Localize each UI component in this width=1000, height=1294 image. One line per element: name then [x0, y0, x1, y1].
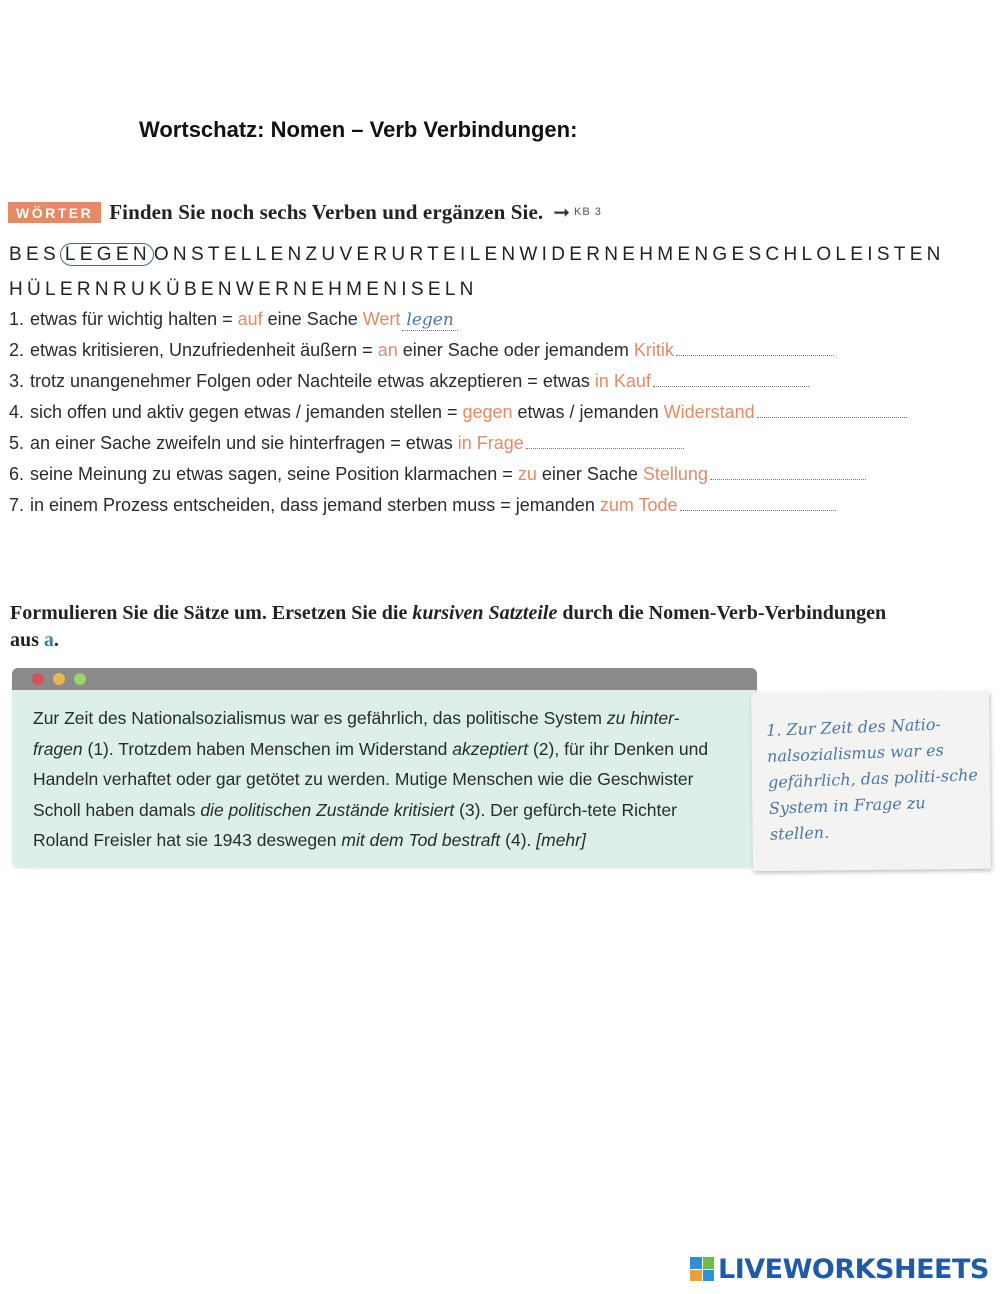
- passage-italic: die politischen Zustände kritisiert: [200, 799, 455, 820]
- logo-text: LIVEWORKSHEETS: [718, 1253, 989, 1285]
- item-number: 1.: [9, 309, 25, 329]
- item-number: 6.: [9, 464, 25, 484]
- item-number: 2.: [9, 340, 25, 360]
- item-text: seine Meinung zu etwas sagen, seine Position klarmachen =: [30, 464, 518, 484]
- item-noun: in Frage: [457, 433, 524, 453]
- answer-field[interactable]: [757, 403, 907, 418]
- text-passage: [12, 690, 753, 856]
- item-preposition: an: [377, 340, 398, 360]
- page-title: Wortschatz: Nomen – Verb Verbindungen:: [139, 117, 578, 142]
- item-noun: Wert: [362, 309, 401, 329]
- exercise-item-4: [9, 402, 907, 423]
- task2-text: Formulieren Sie die Sätze um. Ersetzen Sie die: [10, 602, 413, 624]
- item-text: einer Sache: [536, 464, 643, 484]
- answer-field[interactable]: [680, 496, 836, 511]
- item-preposition: gegen: [462, 402, 513, 422]
- answer-field[interactable]: [676, 341, 834, 356]
- answer-field[interactable]: [526, 434, 684, 449]
- task2-reference-letter: a: [43, 629, 54, 651]
- window-titlebar: [12, 668, 757, 690]
- item-text: an einer Sache zweifeln und sie hinterfragen = etwas: [30, 433, 458, 453]
- exercise-item-1: [9, 309, 458, 331]
- arrow-right-icon: ➞: [553, 201, 570, 224]
- passage-italic: fragen: [33, 738, 83, 759]
- passage-italic: mit dem Tod bestraft: [341, 830, 501, 850]
- item-text: etwas für wichtig halten =: [30, 309, 238, 329]
- minimize-dot-icon: [53, 673, 65, 685]
- task-badge: WÖRTER: [8, 202, 101, 223]
- passage-italic: akzeptiert: [452, 738, 529, 759]
- exercise-item-3: [9, 371, 809, 392]
- liveworksheets-logo[interactable]: [690, 1252, 989, 1286]
- task1-instruction: Finden Sie noch sechs Verben und ergänzen Sie.: [109, 199, 544, 224]
- answer-field[interactable]: [710, 465, 866, 480]
- item-text: eine Sache: [262, 309, 363, 329]
- task2-text: durch die Nomen-Verb-Verbindungen aus: [10, 602, 887, 651]
- passage-text: (2), für ihr Denken und Handeln verhaftet oder gar getötet zu werden. Mutige Menschen wie die Geschwister Scholl haben damals: [33, 738, 709, 820]
- task2-text: .: [53, 629, 59, 651]
- letter-puzzle-line-1: [9, 244, 945, 266]
- item-text: etwas kritisieren, Unzufriedenheit äußern =: [30, 340, 378, 360]
- answer-field[interactable]: legen: [402, 310, 457, 331]
- puzzle-text: ONSTELLENZUVERURTEILENWIDERNEHMENGESCHLOLEISTEN: [153, 244, 945, 265]
- logo-icon: [690, 1257, 714, 1281]
- handwritten-answer: 1. Zur Zeit des Natio-nalsozialismus war es gefährlich, das politi-sche System in Frage zu stellen.: [765, 714, 979, 844]
- item-preposition: auf: [237, 309, 263, 329]
- item-number: 7.: [9, 495, 25, 515]
- task1-header: [8, 198, 602, 226]
- text-window: [12, 668, 757, 868]
- item-noun: zum Tode: [599, 495, 678, 515]
- letter-puzzle-line-2: HÜLERNRUKÜBENWERNEHMENISELN: [9, 279, 478, 300]
- item-preposition: zu: [517, 464, 537, 484]
- item-noun: Stellung: [642, 464, 708, 484]
- item-noun: in Kauf: [594, 371, 651, 391]
- exercise-item-2: [9, 340, 834, 361]
- passage-text: (4).: [500, 830, 537, 850]
- answer-field[interactable]: [653, 372, 809, 387]
- answer-note-card: [751, 691, 991, 871]
- passage-italic: zu hinter-: [606, 708, 680, 728]
- item-text: etwas / jemanden: [512, 402, 664, 422]
- item-number: 4.: [9, 402, 25, 422]
- item-noun: Widerstand: [663, 402, 755, 422]
- item-number: 5.: [9, 433, 25, 453]
- task2-instruction: [10, 600, 890, 654]
- exercise-item-7: [9, 495, 836, 516]
- close-dot-icon: [32, 673, 44, 685]
- exercise-item-5: [9, 433, 684, 454]
- more-link[interactable]: [mehr]: [536, 830, 586, 850]
- item-text: trotz unangenehmer Folgen oder Nachteile etwas akzeptieren = etwas: [30, 371, 595, 391]
- item-text: in einem Prozess entscheiden, dass jemand sterben muss = jemanden: [30, 495, 600, 515]
- item-number: 3.: [9, 371, 25, 391]
- passage-text: (3). Der gefürch-tete Richter Roland Freisler hat sie 1943 deswegen: [33, 799, 677, 850]
- passage-text: (1). Trotzdem haben Menschen im Widerstand: [82, 738, 453, 759]
- puzzle-text: BES: [9, 244, 60, 265]
- textbook-reference: KB 3: [573, 206, 602, 218]
- task2-text-italic: kursiven Satzteile: [412, 602, 558, 624]
- exercise-item-6: [9, 464, 866, 485]
- item-noun: Kritik: [633, 340, 674, 360]
- item-text: einer Sache oder jemandem: [397, 340, 634, 360]
- item-text: sich offen und aktiv gegen etwas / jemanden stellen =: [30, 402, 463, 422]
- circled-word: LEGEN: [60, 243, 154, 266]
- maximize-dot-icon: [74, 673, 86, 685]
- passage-text: Zur Zeit des Nationalsozialismus war es gefährlich, das politische System: [33, 708, 607, 728]
